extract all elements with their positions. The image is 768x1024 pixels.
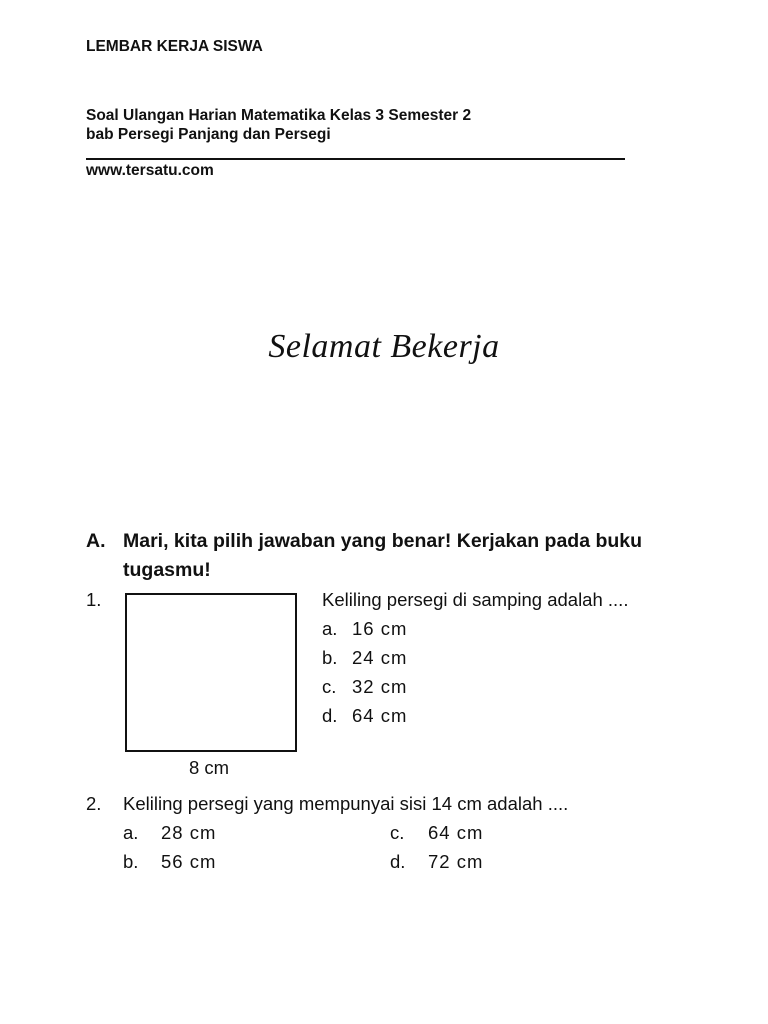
question-1-option-c[interactable]	[322, 672, 407, 701]
option-letter: c.	[390, 822, 405, 843]
question-2-text: Keliling persegi yang mempunyai sisi 14 cm adalah ....	[123, 793, 569, 814]
section-instruction: Mari, kita pilih jawaban yang benar! Kerjakan pada buku tugasmu!	[123, 530, 643, 581]
option-text: 64 cm	[428, 822, 484, 843]
section-letter: A.	[86, 530, 106, 552]
question-1-option-a[interactable]	[322, 614, 407, 643]
square-side-label: 8 cm	[189, 757, 230, 778]
option-letter: d.	[390, 851, 406, 872]
question-1-option-d[interactable]	[322, 701, 407, 730]
square-figure	[125, 593, 297, 752]
subtitle-line-1: Soal Ulangan Harian Matematika Kelas 3 Semester 2	[86, 107, 472, 124]
question-2-option-b[interactable]	[123, 847, 216, 876]
website-link[interactable]: www.tersatu.com	[86, 162, 214, 179]
option-text: 16 cm	[352, 618, 408, 639]
worksheet-title: LEMBAR KERJA SISWA	[86, 38, 263, 55]
question-2-number: 2.	[86, 793, 102, 814]
question-2-option-d[interactable]	[390, 847, 483, 876]
subtitle-line-2: bab Persegi Panjang dan Persegi	[86, 126, 331, 143]
option-text: 32 cm	[352, 676, 408, 697]
option-text: 56 cm	[161, 851, 217, 872]
option-text: 64 cm	[352, 705, 408, 726]
greeting-heading: Selamat Bekerja	[268, 328, 500, 365]
question-2-option-a[interactable]	[123, 818, 216, 847]
option-letter: a.	[123, 822, 139, 843]
option-text: 28 cm	[161, 822, 217, 843]
question-1-text: Keliling persegi di samping adalah ....	[322, 589, 629, 610]
question-1-number: 1.	[86, 589, 102, 610]
option-letter: b.	[322, 647, 338, 668]
option-text: 72 cm	[428, 851, 484, 872]
option-text: 24 cm	[352, 647, 408, 668]
question-2-option-c[interactable]	[390, 818, 483, 847]
question-1-option-b[interactable]	[322, 643, 407, 672]
option-letter: b.	[123, 851, 139, 872]
option-letter: d.	[322, 705, 338, 726]
option-letter: c.	[322, 676, 337, 697]
header-divider	[86, 158, 625, 160]
option-letter: a.	[322, 618, 338, 639]
